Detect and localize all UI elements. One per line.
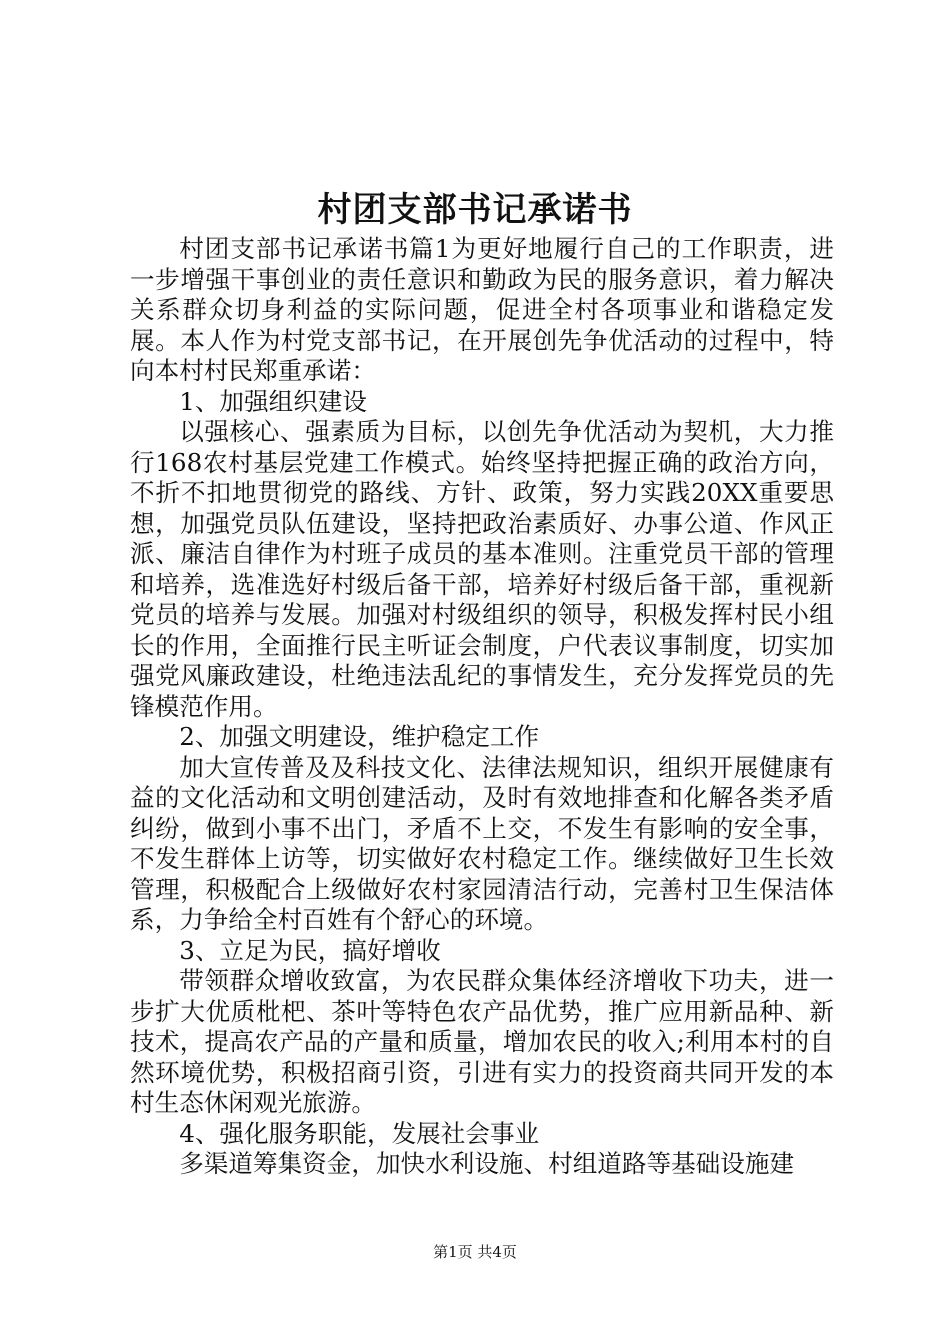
page-number-footer: 第1页 共4页 [433,1243,517,1261]
section-heading-1: 1、加强组织建设 [179,386,367,416]
document-title: 村团支部书记承诺书 [317,190,633,230]
section-paragraph-1: 以强核心、强素质为目标，以创先争优活动为契机，大力推行168农村基层党建工作模式。始终坚持把握正确的政治方向，不折不扣地贯彻党的路线、方针、政策，努力实践20XX重要思想，加强党员队伍建设，坚持把政治素质好、办事公道、作风正派、廉洁自律作为村班子成员的基本准则。注重党员干部的管理和培养，选准选好村级后备干部，培养好村级后备干部，重视新党员的培养与发展。加强对村级组织的领导，积极发挥村民小组长的作用，全面推行民主听证会制度，户代表议事制度，切实加强党风廉政建设，杜绝违法乱纪的事情发生，充分发挥党员的先锋模范作用。 [130,417,834,721]
section-paragraph-2: 加大宣传普及及科技文化、法律法规知识，组织开展健康有益的文化活动和文明创建活动，及时有效地排查和化解各类矛盾纠纷，做到小事不出门，矛盾不上交，不发生有影响的安全事，不发生群体上访等，切实做好农村稳定工作。继续做好卫生长效管理，积极配合上级做好农村家园清洁行动，完善村卫生保洁体系，力争给全村百姓有个舒心的环境。 [130,752,834,934]
document-body [130,234,834,1180]
intro-paragraph: 村团支部书记承诺书篇1为更好地履行自己的工作职责，进一步增强干事创业的责任意识和勤政为民的服务意识，着力解决关系群众切身利益的实际问题，促进全村各项事业和谐稳定发展。本人作为村党支部书记，在开展创先争优活动的过程中，特向本村村民郑重承诺： [130,234,834,385]
section-heading-2: 2、加强文明建设，维护稳定工作 [179,722,540,751]
section-paragraph-4: 多渠道筹集资金，加快水利设施、村组道路等基础设施建 [179,1149,795,1178]
section-heading-4: 4、强化服务职能，发展社会事业 [179,1118,540,1148]
section-paragraph-3: 带领群众增收致富，为农民群众集体经济增收下功夫，进一步扩大优质枇杷、茶叶等特色农产品优势，推广应用新品种、新技术，提高农产品的产量和质量，增加农民的收入;利用本村的自然环境优势，积极招商引资，引进有实力的投资商共同开发的本村生态休闲观光旅游。 [130,966,834,1117]
section-heading-3: 3、立足为民，搞好增收 [179,935,441,965]
